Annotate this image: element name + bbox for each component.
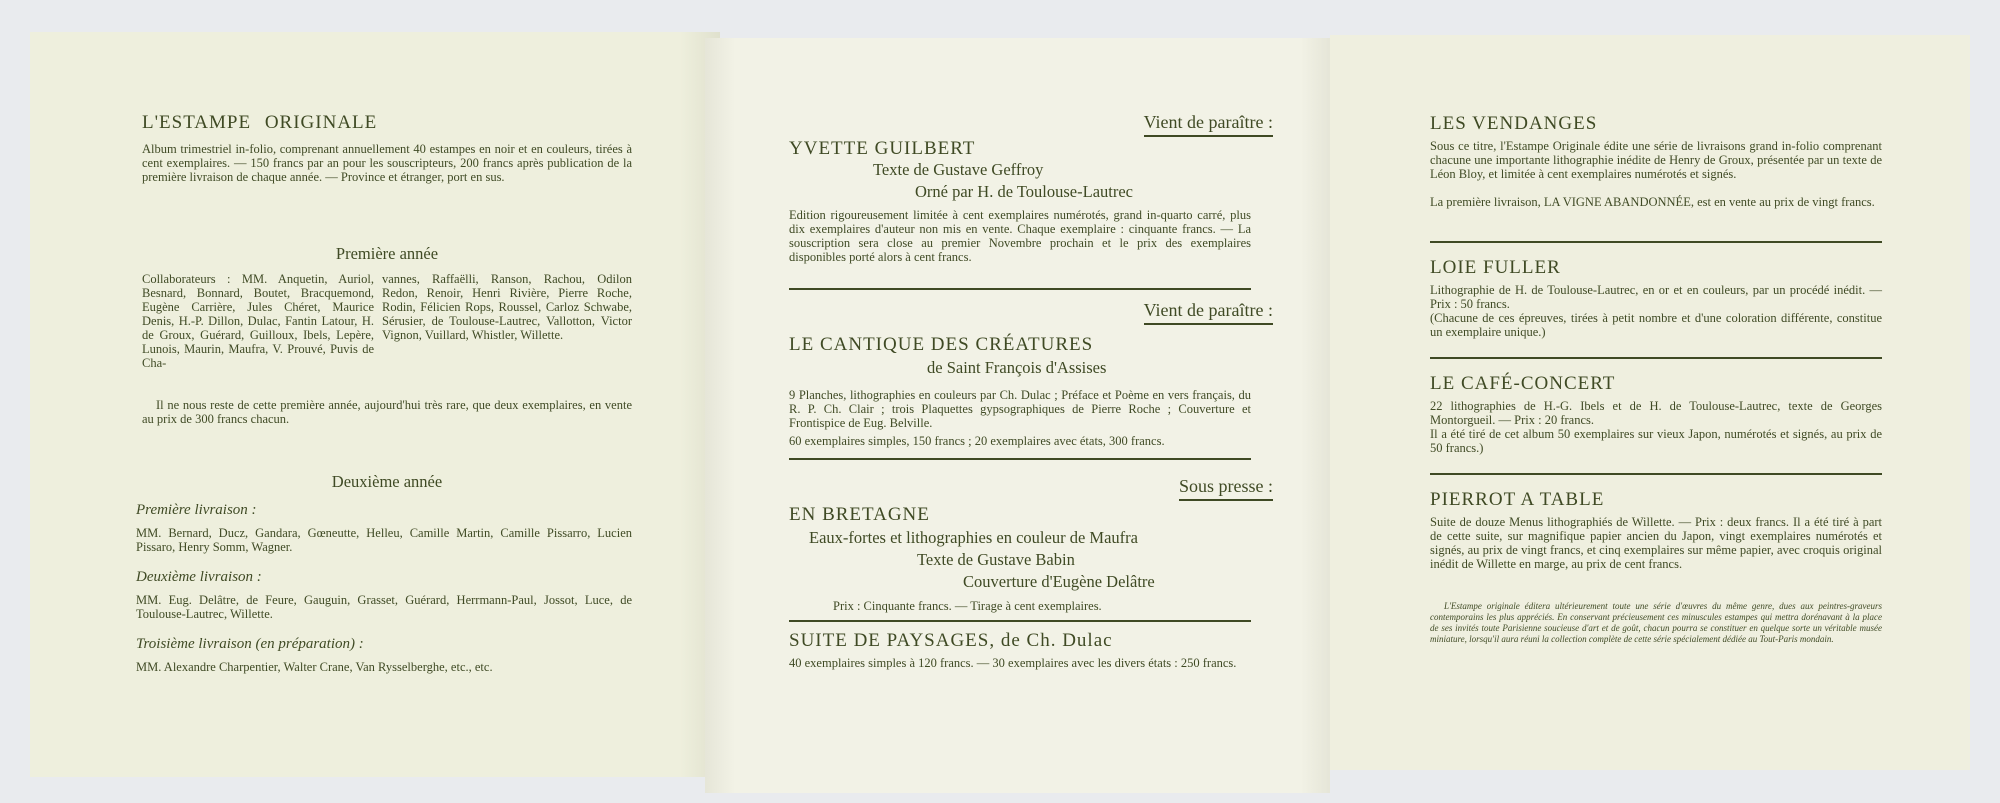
year1-col1: Collaborateurs : MM. Anquetin, Auriol, Besnard, Bonnard, Boutet, Bracquemond, Eugène Carrière, Jules Chéret, Maurice Denis, H.-P. Dillon, Dulac, Fantin Latour, H. de Groux, Guérard, Guilloux, Ibels, Lepère, Lunois, Maurin, Maufra, V. Prouvé, Puvis de Cha- (142, 272, 374, 370)
divider (789, 288, 1251, 290)
estampe-intro: Album trimestriel in-folio, comprenant annuellement 40 estampes en noir et en couleurs, tirées à cent exemplaires. — 150 francs par an pour les souscripteurs, 200 francs après publication de la première livraison de chaque année. — Province et étranger, port en sus. (142, 142, 632, 184)
vient-de-paraitre-2: Vient de paraître : (1144, 300, 1273, 325)
divider (1430, 357, 1882, 359)
cafe-concert-body-2: Il a été tiré de cet album 50 exemplaires sur vieux Japon, numérotés et signés, au prix de 50 francs.) (1430, 427, 1882, 455)
livraison1-title: Première livraison : (136, 502, 257, 518)
yvette-text-credit: Texte de Gustave Geffroy (873, 160, 1044, 179)
suite-title: SUITE DE PAYSAGES, de Ch. Dulac (789, 630, 1113, 651)
cafe-concert-body: 22 lithographies de H.-G. Ibels et de H. de Toulouse-Lautrec, texte de Georges Montorgueil. — Prix : 20 francs. (1430, 399, 1882, 427)
cafe-concert-title: LE CAFÉ-CONCERT (1430, 373, 1616, 394)
middle-page (705, 38, 1330, 793)
vendanges-body-2: La première livraison, LA VIGNE ABANDONNÉE, est en vente au prix de vingt francs. (1430, 195, 1875, 209)
cantique-price: 60 exemplaires simples, 150 francs ; 20 exemplaires avec états, 300 francs. (789, 434, 1165, 448)
bretagne-title: EN BRETAGNE (789, 504, 930, 525)
yvette-body: Edition rigoureusement limitée à cent exemplaires numérotés, grand in-quarto carré, plus dix exemplaires d'auteur non mis en vente. Chaque exemplaire : cinquante francs. — La souscription sera close au premier Novembre prochain et le prix des exemplaires disponibles porté alors à cent francs. (789, 208, 1251, 264)
divider (1430, 473, 1882, 475)
estampe-title: L'ESTAMPE ORIGINALE (142, 112, 378, 133)
bretagne-line3: Couverture d'Eugène Delâtre (963, 572, 1155, 591)
loie-fuller-body: Lithographie de H. de Toulouse-Lautrec, en or et en couleurs, par un procédé inédit. — Prix : 50 francs. (1430, 283, 1882, 311)
bretagne-price: Prix : Cinquante francs. — Tirage à cent exemplaires. (833, 599, 1102, 613)
left-page (30, 32, 720, 777)
livraison3-title: Troisième livraison (en préparation) : (136, 636, 364, 652)
livraison3-text: MM. Alexandre Charpentier, Walter Crane, Van Rysselberghe, etc., etc. (136, 660, 493, 674)
cantique-subtitle: de Saint François d'Assises (927, 358, 1107, 377)
livraison2-title: Deuxième livraison : (136, 569, 262, 585)
cantique-title: LE CANTIQUE DES CRÉATURES (789, 334, 1094, 355)
right-page (1330, 35, 1970, 770)
year1-col2: vannes, Raffaëlli, Ranson, Rachou, Odilon Redon, Renoir, Henri Rivière, Pierre Roche, Rodin, Félicien Rops, Roussel, Carloz Schwabe, Sérusier, de Toulouse-Lautrec, Vallotton, Victor Vignon, Vuillard, Whistler, Willette. (382, 272, 632, 342)
pierrot-title: PIERROT A TABLE (1430, 489, 1605, 510)
vendanges-body: Sous ce titre, l'Estampe Originale édite une série de livraisons grand in-folio comprenant chacune une importante lithographie inédite de Henry de Groux, présentée par un texte de Léon Bloy, et limitée à cent exemplaires numérotés et signés. (1430, 139, 1882, 181)
livraison1-text: MM. Bernard, Ducz, Gandara, Gœneutte, Helleu, Camille Martin, Camille Pissarro, Lucien Pissaro, Henry Somm, Wagner. (136, 526, 632, 554)
yvette-illustrator-credit: Orné par H. de Toulouse-Lautrec (915, 182, 1133, 201)
livraison2-text: MM. Eug. Delâtre, de Feure, Gauguin, Grasset, Guérard, Herrmann-Paul, Jossot, Luce, de Toulouse-Lautrec, Willette. (136, 593, 632, 621)
divider (789, 458, 1251, 460)
year1-note: Il ne nous reste de cette première année, aujourd'hui très rare, que deux exemplaires, en vente au prix de 300 francs chacun. (142, 398, 632, 426)
vient-de-paraitre-1: Vient de paraître : (1144, 112, 1273, 137)
loie-fuller-title: LOIE FULLER (1430, 257, 1561, 278)
sous-presse: Sous presse : (1179, 476, 1273, 501)
year2-heading: Deuxième année (331, 472, 443, 491)
page-fold-shadow (1300, 38, 1330, 793)
bretagne-line1: Eaux-fortes et lithographies en couleur de Maufra (809, 528, 1138, 547)
pierrot-body: Suite de douze Menus lithographiés de Willette. — Prix : deux francs. Il a été tiré à part de cette suite, sur magnifique papier ancien du Japon, vingt exemplaires numérotés et signés, au prix de vingt francs, et cinq exemplaires sur même papier, avec croquis original inédit de Willette en marge, au prix de cent francs. (1430, 515, 1882, 571)
loie-fuller-body-2: (Chacune de ces épreuves, tirées à petit nombre et d'une coloration différente, constitue un exemplaire unique.) (1430, 311, 1882, 339)
year1-heading: Première année (335, 244, 439, 263)
yvette-title: YVETTE GUILBERT (789, 138, 976, 159)
divider (789, 620, 1251, 622)
vendanges-title: LES VENDANGES (1430, 113, 1598, 134)
suite-body: 40 exemplaires simples à 120 francs. — 30 exemplaires avec les divers états : 250 francs. (789, 656, 1237, 670)
footnote: L'Estampe originale éditera ultérieurement toute une série d'œuvres du même genre, dues aux peintres-graveurs contemporains les plus appréciés. En conservant précieusement ces minuscules estampes qui mettra dorénavant à la place de ses invités toute Parisienne soucieuse d'art et de goût, chacun pourra se constituer en quelque sorte un véritable musée miniature, lorsqu'il aura réuni la collection complète de cette série spécialement dédiée au Tout-Paris mondain. (1430, 601, 1882, 644)
cantique-body: 9 Planches, lithographies en couleurs par Ch. Dulac ; Préface et Poème en vers français, du R. P. Ch. Clair ; trois Plaquettes gypsographiques de Pierre Roche ; Couverture et Frontispice de Eug. Belville. (789, 388, 1251, 430)
bretagne-line2: Texte de Gustave Babin (917, 550, 1075, 569)
divider (1430, 241, 1882, 243)
page-fold-shadow (705, 38, 735, 793)
